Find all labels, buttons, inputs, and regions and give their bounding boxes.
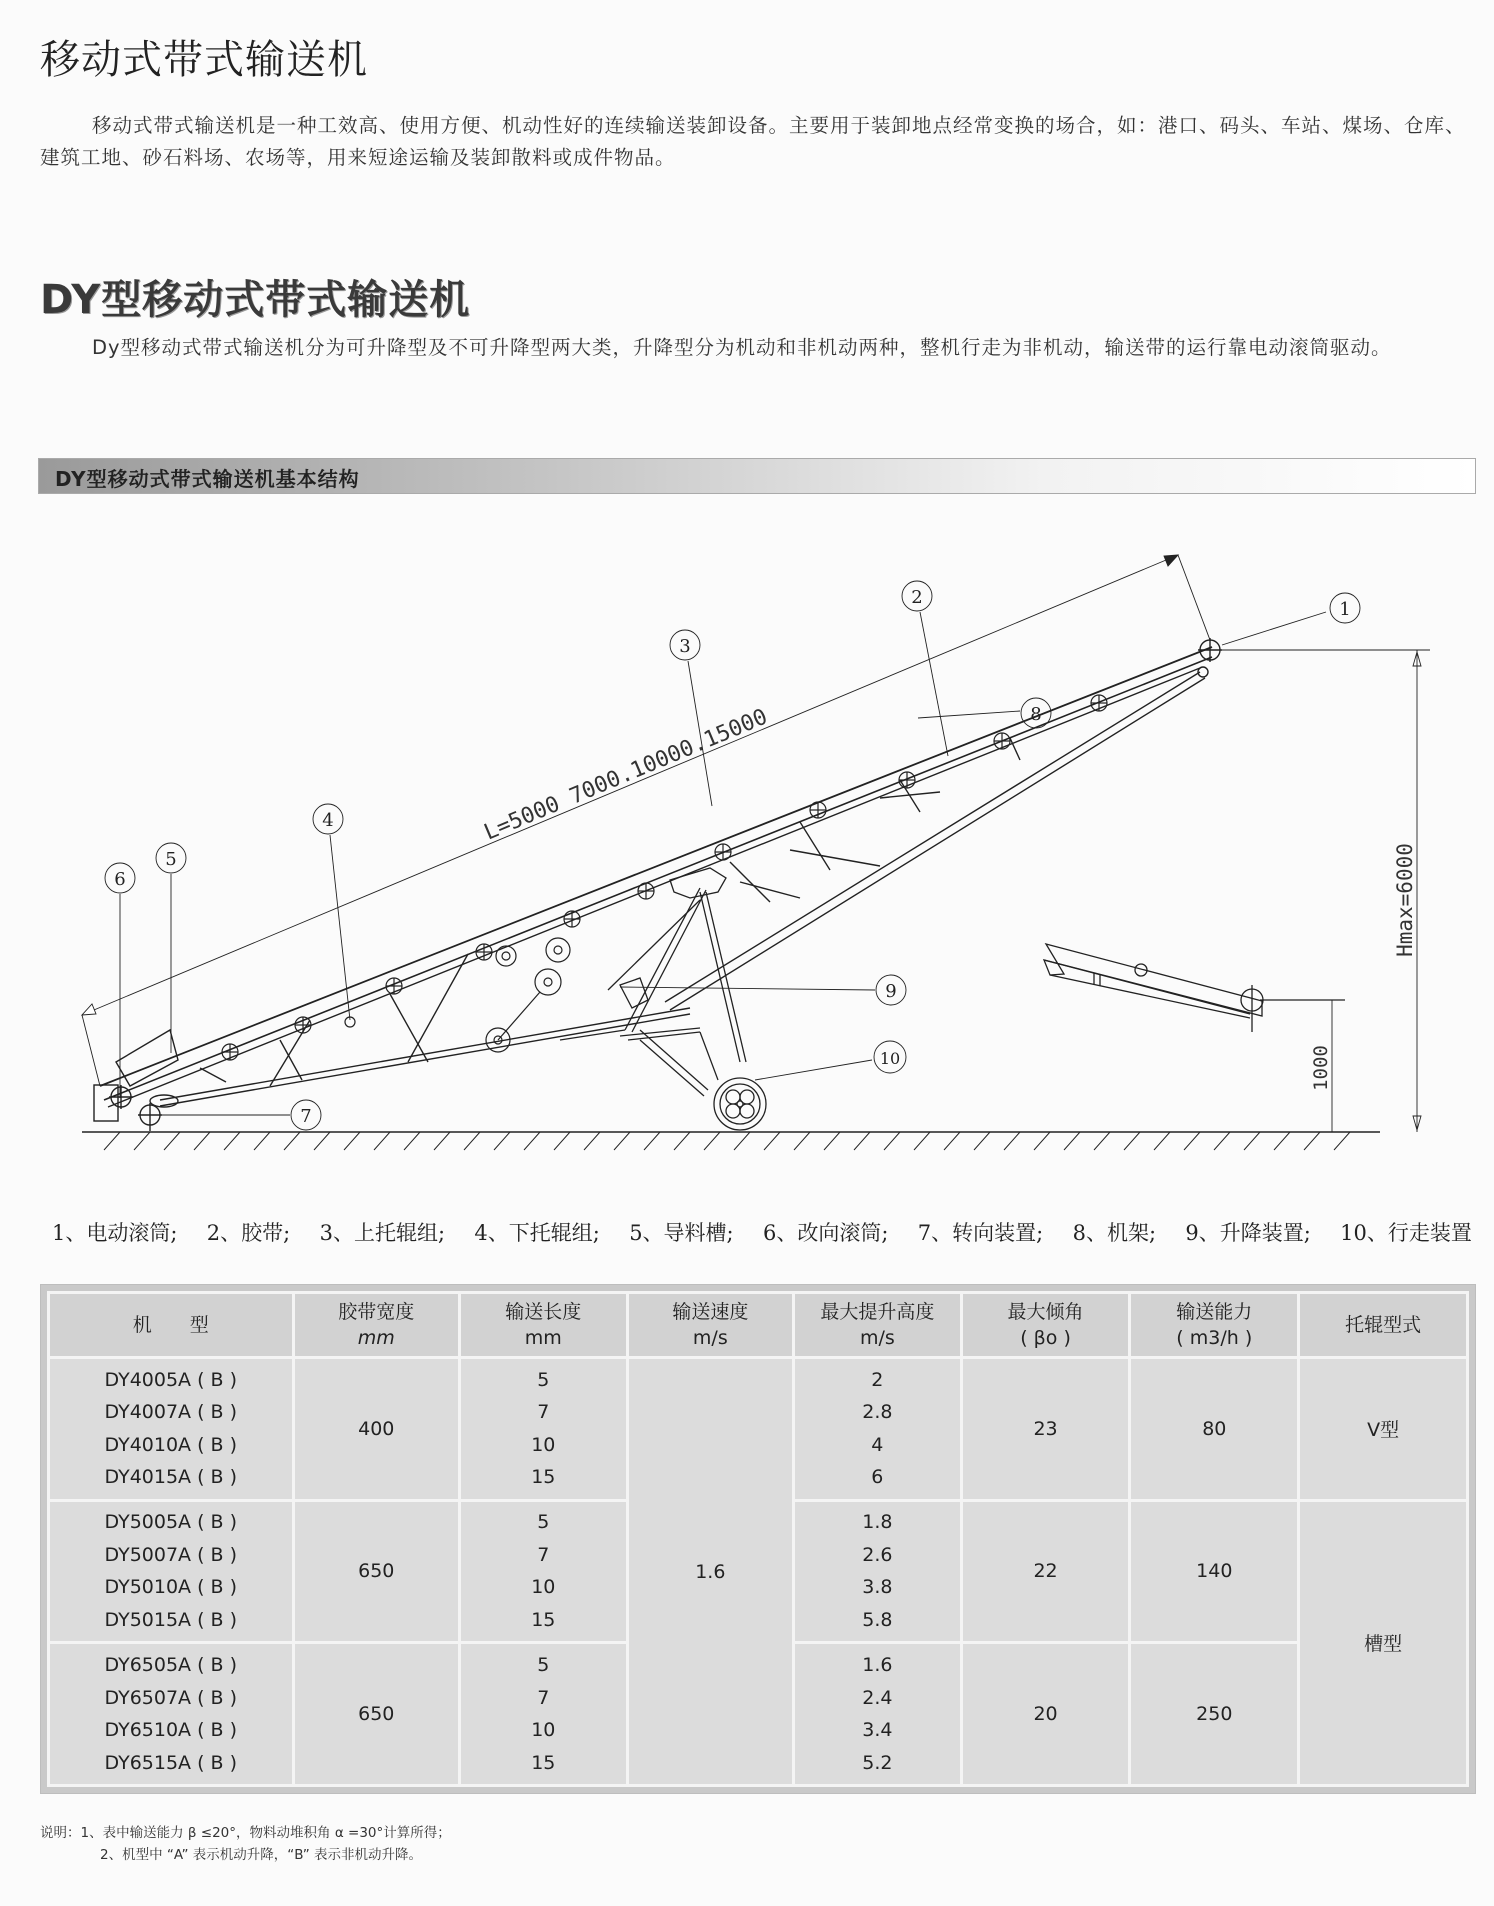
length-cell: 5 7 10 15 — [459, 1643, 627, 1786]
table-notes — [40, 1822, 451, 1866]
header-model: 机 型 — [49, 1293, 294, 1358]
svg-text:7: 7 — [300, 1106, 312, 1127]
legend-item: 4、下托辊组; — [474, 1221, 600, 1245]
legend-item: 6、改向滚筒; — [762, 1221, 889, 1245]
drive-pulley — [1198, 638, 1222, 677]
h1000-label: 1000 — [1310, 1045, 1332, 1091]
intro-text: 移动式带式输送机是一种工效高、使用方便、机动性好的连续输送装卸设备。主要用于装卸地点经常变换的场合，如：港口、码头、车站、煤场、仓库、建筑工地、砂石料场、农场等，用来短途运输及装卸散料或成件物品。 — [40, 114, 1466, 169]
parts-legend — [52, 1217, 1472, 1247]
table-header-row — [49, 1293, 1468, 1358]
structure-section-bar — [38, 458, 1476, 494]
svg-text:8: 8 — [1030, 704, 1042, 725]
svg-text:6: 6 — [114, 869, 126, 890]
header-roller-type: 托辊型式 — [1299, 1293, 1468, 1358]
speed-cell: 1.6 — [627, 1358, 793, 1786]
header-max-height: 最大提升高度 m/s — [794, 1293, 962, 1358]
legend-item: 7、转向装置; — [917, 1221, 1044, 1245]
lifting-device — [560, 868, 746, 1096]
legend-item: 3、上托辊组; — [319, 1221, 446, 1245]
roller-type-cell: 槽型 — [1299, 1500, 1468, 1785]
header-max-angle: 最大倾角 ( βo ) — [961, 1293, 1130, 1358]
length-label: L=5000 7000.10000.15000 — [480, 704, 772, 846]
header-length: 输送长度 mm — [459, 1293, 627, 1358]
legend-item: 1、电动滚筒; — [52, 1221, 178, 1245]
svg-text:9: 9 — [885, 981, 897, 1002]
table-row — [49, 1358, 1468, 1501]
max-height-cell: 1.6 2.4 3.4 5.2 — [794, 1643, 962, 1786]
belt-width-cell: 400 — [293, 1358, 459, 1501]
hmax-label: Hmax=6000 — [1393, 843, 1417, 957]
capacity-cell: 80 — [1130, 1358, 1299, 1501]
legend-item: 9、升降装置; — [1185, 1221, 1311, 1245]
intro-paragraph — [40, 110, 1470, 174]
page-title: 移动式带式输送机 — [40, 37, 368, 83]
capacity-cell: 140 — [1130, 1500, 1299, 1643]
spec-table — [47, 1291, 1469, 1787]
section-description-text: Dy型移动式带式输送机分为可升降型及不可升降型两大类，升降型分为机动和非机动两种，整机行走为非机动，输送带的运行靠电动滚筒驱动。 — [92, 336, 1392, 359]
legend-item: 5、导料槽; — [629, 1221, 734, 1245]
ground-line — [82, 1132, 1380, 1150]
note-1: 说明：1、表中输送能力 β ≤20°，物料动堆积角 α =30°计算所得； — [40, 1825, 451, 1841]
capacity-cell: 250 — [1130, 1643, 1299, 1786]
conveyor-belt — [100, 647, 1212, 1107]
legend-item: 10、行走装置 — [1340, 1221, 1472, 1245]
model-cell: DY4005A ( B ) DY4007A ( B ) DY4010A ( B ) DY4015A ( B ) — [49, 1358, 294, 1501]
legend-item: 2、胶带; — [206, 1221, 291, 1245]
svg-text:5: 5 — [165, 849, 177, 870]
svg-text:10: 10 — [879, 1049, 901, 1068]
header-belt-width: 胶带宽度 mm — [293, 1293, 459, 1358]
svg-text:2: 2 — [911, 587, 923, 608]
max-angle-cell: 20 — [961, 1643, 1130, 1786]
conveyor-structure-diagram — [60, 520, 1480, 1160]
header-speed: 输送速度 m/s — [627, 1293, 793, 1358]
section-title: DY型移动式带式输送机 — [40, 277, 471, 323]
legend-item: 8、机架; — [1072, 1221, 1157, 1245]
length-cell: 5 7 10 15 — [459, 1500, 627, 1643]
note-2: 2、机型中 “A” 表示机动升降，“B” 表示非机动升降。 — [100, 1847, 423, 1863]
length-cell: 5 7 10 15 — [459, 1358, 627, 1501]
belt-width-cell: 650 — [293, 1500, 459, 1643]
max-height-cell: 1.8 2.6 3.8 5.8 — [794, 1500, 962, 1643]
svg-text:4: 4 — [322, 810, 334, 831]
header-capacity: 输送能力 ( m3/h ) — [1130, 1293, 1299, 1358]
spec-table-container — [40, 1284, 1476, 1794]
belt-width-cell: 650 — [293, 1643, 459, 1786]
machine-frame — [94, 672, 1205, 1121]
model-cell: DY5005A ( B ) DY5007A ( B ) DY5010A ( B ) DY5015A ( B ) — [49, 1500, 294, 1643]
structure-section-title: DY型移动式带式输送机基本结构 — [55, 467, 360, 491]
section-description — [40, 332, 1470, 364]
svg-text:3: 3 — [679, 636, 691, 657]
roller-type-cell: V型 — [1299, 1358, 1468, 1501]
travel-wheel — [714, 1078, 766, 1130]
model-cell: DY6505A ( B ) DY6507A ( B ) DY6510A ( B ) DY6515A ( B ) — [49, 1643, 294, 1786]
low-position-inset — [1044, 944, 1345, 1132]
max-angle-cell: 22 — [961, 1500, 1130, 1643]
svg-text:1: 1 — [1339, 599, 1351, 620]
max-height-cell: 2 2.8 4 6 — [794, 1358, 962, 1501]
max-angle-cell: 23 — [961, 1358, 1130, 1501]
